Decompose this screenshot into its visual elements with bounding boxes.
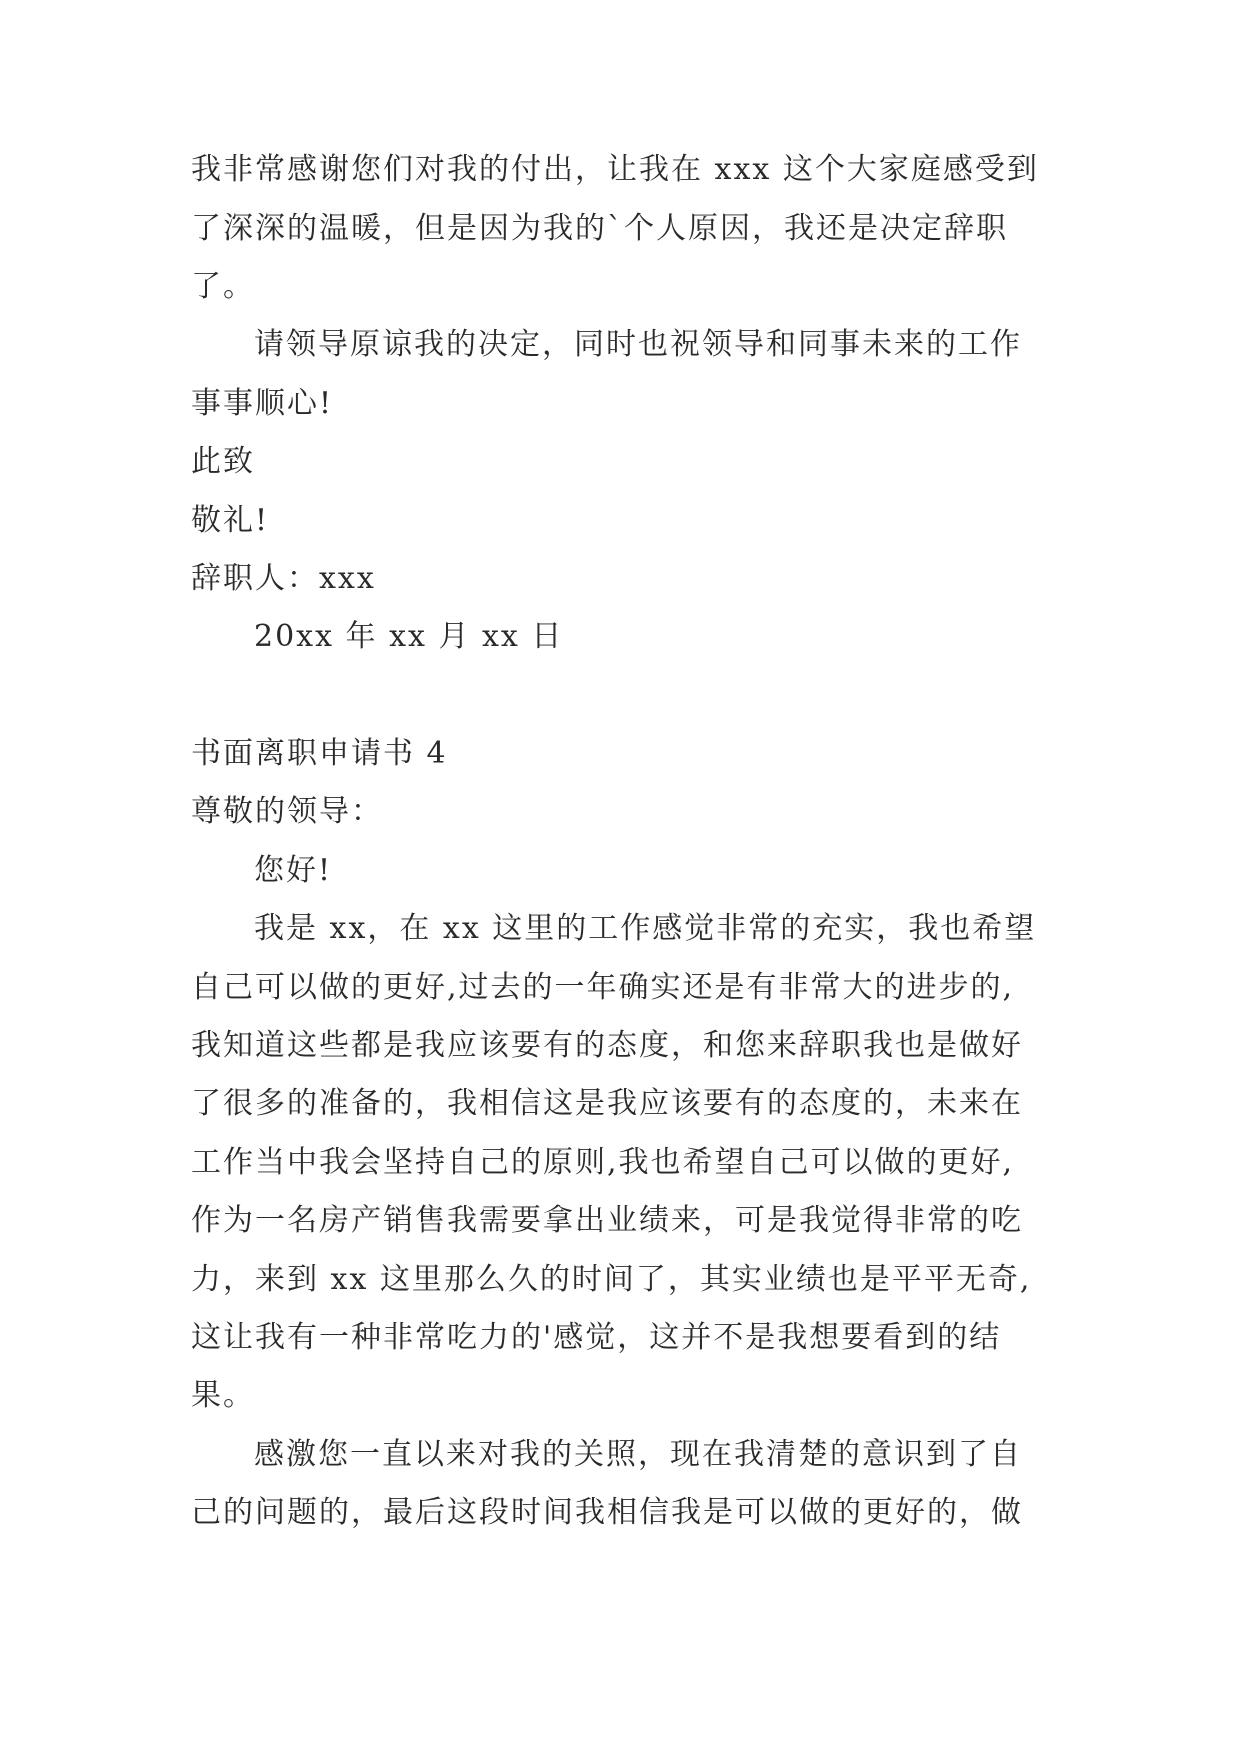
- letter4-p1-line-3: 我知道这些都是我应该要有的态度，和您来辞职我也是做好: [191, 1028, 1023, 1063]
- letter3-closing-line-1: 请领导原谅我的决定，同时也祝领导和同事未来的工作: [254, 327, 1022, 362]
- letter4-greeting: 尊敬的领导：: [191, 794, 383, 829]
- letter3-body-line-3: 了。: [191, 269, 255, 304]
- letter3-salutation-2: 敬礼!: [191, 503, 270, 538]
- letter4-p1-line-4: 了很多的准备的，我相信这是我应该要有的态度的，未来在: [191, 1086, 1023, 1121]
- letter4-p1-line-5: 工作当中我会坚持自己的原则,我也希望自己可以做的更好,: [191, 1145, 1015, 1180]
- letter3-body-line-2: 了深深的温暖，但是因为我的`个人原因，我还是决定辞职: [191, 211, 1008, 246]
- letter3-body-line-1: 我非常感谢您们对我的付出，让我在 xxx 这个大家庭感受到: [191, 152, 1039, 187]
- letter3-date: 20xx 年 xx 月 xx 日: [254, 619, 564, 654]
- letter3-closing-line-2: 事事顺心!: [191, 386, 334, 421]
- letter4-p1-line-2: 自己可以做的更好,过去的一年确实还是有非常大的进步的,: [191, 970, 1015, 1005]
- letter4-hello: 您好!: [254, 853, 333, 888]
- letter4-p1-line-7: 力，来到 xx 这里那么久的时间了，其实业绩也是平平无奇,: [191, 1262, 1032, 1297]
- letter4-p2-line-1: 感激您一直以来对我的关照，现在我清楚的意识到了自: [254, 1437, 1022, 1472]
- letter4-p2-line-2: 己的问题的，最后这段时间我相信我是可以做的更好的，做: [191, 1495, 1023, 1530]
- letter4-p1-line-6: 作为一名房产销售我需要拿出业绩来，可是我觉得非常的吃: [191, 1203, 1023, 1238]
- letter4-p1-line-1: 我是 xx，在 xx 这里的工作感觉非常的充实，我也希望: [254, 911, 1037, 946]
- letter4-p1-line-8: 这让我有一种非常吃力的'感觉，这并不是我想要看到的结: [191, 1320, 1002, 1355]
- letter3-salutation-1: 此致: [191, 444, 255, 479]
- letter4-p1-line-9: 果。: [191, 1378, 255, 1413]
- letter4-title: 书面离职申请书 4: [191, 736, 448, 771]
- letter3-signer: 辞职人：xxx: [191, 561, 376, 596]
